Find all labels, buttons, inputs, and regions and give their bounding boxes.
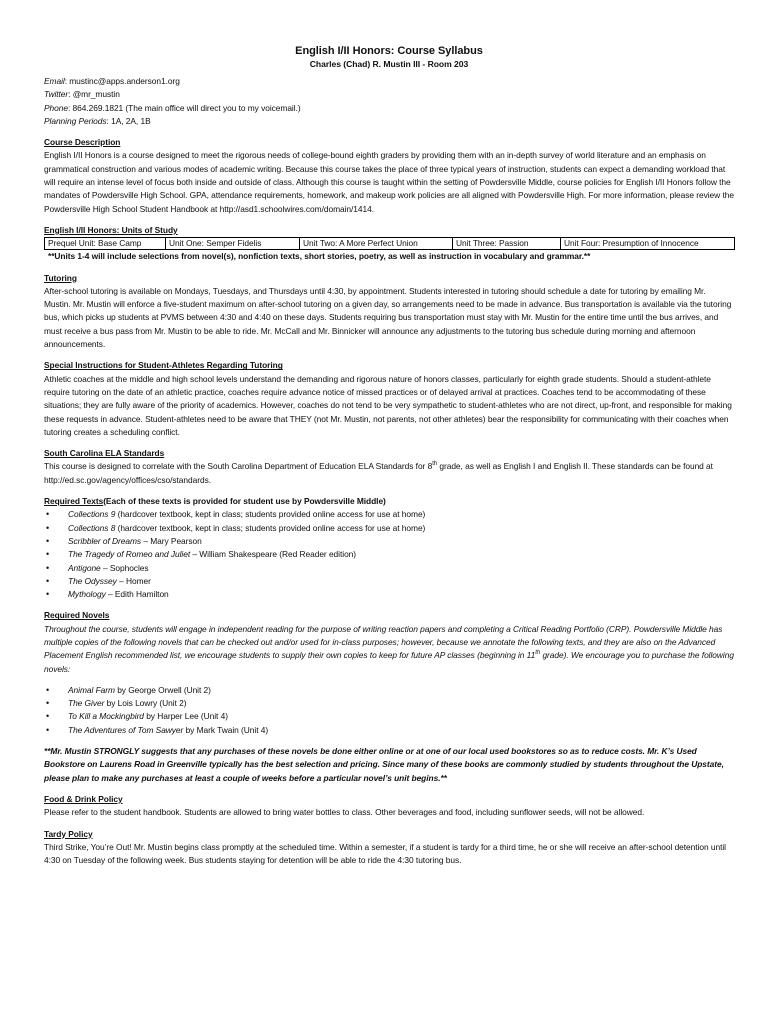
food-policy-text: Please refer to the student handbook. Students are allowed to bring water bottles to class. Other beverages and food, including sunflower seeds, will not be allowed. [44, 807, 645, 818]
standards-text-start: This course is designed to correlate with the South Carolina Department of Education ELA Standards for 8 [44, 461, 433, 472]
standards-heading: South Carolina ELA Standards [44, 448, 165, 459]
phone-label: Phone [44, 102, 68, 113]
list-item [44, 508, 734, 521]
text-detail: – William Shakespeare (Red Reader edition) [190, 549, 357, 560]
spacer [44, 676, 734, 684]
novels-intro-start: Throughout the course, students will engage in independent reading for the purpose of writing reaction papers and completing a Critical Reading Portfolio (CRP). Powdersville Middle has multiple copies of the following novels that can be checked out and/or used for in-class purposes; however, because we annotate the following texts, and they are also on the Advanced Placement English recommended list, we encourage students to supply their own copies to keep for future AP classes (beginning in 11 [44, 623, 723, 661]
unit-cell-four: Unit Four: Presumption of Innocence [561, 238, 735, 250]
required-novels-heading: Required Novels [44, 610, 110, 621]
athletes-text: Athletic coaches at the middle and high school levels understand the demanding and rigorous nature of honors classes, particularly for eighth grade students. Should a student-athlete require tutoring on the date of an athletic practice, coaches require advance notice of missed practices or of delayed arrival at practices. Coaches tend to be accommodating of these situations; they are fully aware of the priority of academics. However, coaches do not tend to be very sympathetic to student-athletes who are not direct, up-front, and responsible for making these requests in advance. Student-athletes need to be aware that THEY (not Mr. Mustin, not parents, not other athletes) bear the responsibility for communicating with their coaches when tutoring creates a scheduling conflict. [44, 373, 732, 437]
email-label: Email [44, 76, 65, 86]
tutoring-heading: Tutoring [44, 272, 77, 283]
text-detail: (hardcover textbook, kept in class; students provided online access for use at home) [115, 509, 426, 520]
twitter-label: Twitter [44, 89, 69, 100]
text-title: The Tragedy of Romeo and Juliet [68, 549, 191, 560]
contact-block [44, 75, 734, 128]
text-title: Scribbler of Dreams [68, 535, 142, 546]
novels-purchase-note: **Mr. Mustin STRONGLY suggests that any purchases of these novels be done either online or at one of our local used bookstores so as to reduce costs. Mr. K’s Used Bookstore on Laurens Road in Greenville typically has the best selection and pricing. Since many of these books are commonly studied by students throughout the Upstate, please plan to make any purchases at least a couple of weeks before a particular novel’s unit begins.** [44, 746, 724, 783]
list-item [44, 710, 734, 723]
instructor-line: Charles (Chad) R. Mustin III - Room 203 [309, 59, 469, 69]
required-novels-list [44, 684, 734, 737]
food-policy-heading: Food & Drink Policy [44, 793, 123, 804]
required-texts-note: (Each of these texts is provided for student use by Powdersville Middle) [103, 496, 386, 507]
list-item [44, 522, 734, 535]
list-item [44, 548, 734, 561]
athletes-heading: Special Instructions for Student-Athletes Regarding Tutoring [44, 360, 283, 371]
unit-cell-three: Unit Three: Passion [453, 238, 561, 250]
list-item [44, 575, 734, 588]
course-description-heading: Course Description [44, 137, 121, 148]
spacer [44, 737, 734, 745]
units-heading: English I/II Honors: Units of Study [44, 224, 178, 235]
list-item [44, 724, 734, 737]
twitter-line [44, 88, 734, 101]
list-item [44, 535, 734, 548]
list-item [44, 562, 734, 575]
planning-label: Planning Periods [44, 115, 107, 126]
email-line [44, 75, 734, 88]
phone-line [44, 102, 734, 115]
tardy-policy-heading: Tardy Policy [44, 828, 93, 839]
text-detail: – Mary Pearson [141, 535, 202, 546]
text-title: The Odyssey [68, 575, 117, 586]
text-detail: (hardcover textbook, kept in class; students provided online access for use at home) [115, 522, 426, 533]
course-description-text: English I/II Honors is a course designed to meet the rigorous needs of college-bound eighth graders by providing them with an in-depth survey of world literature and an emphasis on grammatical construction and various modes of academic writing. Because this course takes the place of three typical years of instruction, students can expect a demanding workload that will require an intense level of focus both inside and outside of class. Although this course is taught within the setting of Powdersville Middle, course policies for English I/II Honors follow the mandates of Powdersville High School. GPA, attendance requirements, homework, and makeup work policies are all aligned with Powdersville High. For more information, please review the Powdersville High School Student Handbook at http://asd1.schoolwires.com/domain/1414. [44, 150, 734, 214]
text-title: Collections 8 [68, 522, 116, 533]
text-detail: – Homer [116, 575, 151, 586]
twitter-value: : @mr_mustin [68, 89, 120, 100]
text-title: Collections 9 [68, 509, 116, 520]
novel-detail: by Harper Lee (Unit 4) [143, 711, 228, 722]
required-texts-list [44, 508, 734, 601]
list-item [44, 588, 734, 601]
page-title: English I/II Honors: Course Syllabus [295, 45, 483, 57]
novel-title: The Giver [68, 698, 105, 709]
unit-cell-one: Unit One: Semper Fidelis [166, 238, 300, 250]
units-note: **Units 1-4 will include selections from novel(s), nonfiction texts, short stories, poetry, as well as instruction in vocabulary and grammar.** [48, 251, 591, 262]
required-novels-intro [44, 623, 734, 676]
unit-cell-prequel: Prequel Unit: Base Camp [45, 238, 166, 250]
email-value: : mustinc@apps.anderson1.org [64, 76, 180, 86]
novel-detail: by Lois Lowry (Unit 2) [104, 698, 187, 709]
standards-ordinal: th [432, 461, 438, 468]
novels-intro-end: grade). We encourage you to purchase the following novels: [44, 650, 734, 674]
novel-detail: by Mark Twain (Unit 4) [183, 724, 269, 735]
novels-intro-ordinal: th [535, 650, 541, 657]
units-table [44, 237, 735, 250]
planning-line [44, 115, 734, 128]
tutoring-text: After-school tutoring is available on Mondays, Tuesdays, and Thursdays until 4:30, by appointment. Students interested in tutoring should schedule a date for tutoring by emailing Mr. Mustin. Mr. Mustin will enforce a five-student maximum on after-school tutoring on a given day, so arrangements need to be made in advance. Bus transportation is available via the tutoring bus, which picks up students at PVMS between 4:30 and 4:40 on these days. Students requiring bus transportation must stay with Mr. Mustin for the entire time until the bus arrives, and must receive a bus pass from Mr. Mustin to be able to ride. Mr. McCall and Mr. Binnicker will announce any adjustments to the tutoring bus schedule during morning and afternoon announcements. [44, 285, 732, 350]
unit-cell-two: Unit Two: A More Perfect Union [300, 238, 453, 250]
list-item [44, 697, 734, 710]
syllabus-page [44, 44, 734, 867]
units-row [45, 238, 735, 250]
phone-value: : 864.269.1821 (The main office will direct you to my voicemail.) [67, 102, 301, 113]
novel-title: The Adventures of Tom Sawyer [68, 724, 184, 735]
text-title: Antigone [68, 562, 101, 573]
novel-title: Animal Farm [68, 684, 115, 695]
novel-detail: by George Orwell (Unit 2) [114, 684, 211, 695]
novel-title: To Kill a Mockingbird [68, 711, 144, 722]
text-detail: – Edith Hamilton [105, 589, 169, 600]
text-title: Mythology [68, 589, 106, 600]
planning-value: : 1A, 2A, 1B [106, 115, 151, 126]
standards-text [44, 460, 734, 487]
list-item [44, 684, 734, 697]
tardy-policy-text: Third Strike, You’re Out! Mr. Mustin begins class promptly at the scheduled time. Within a semester, if a student is tardy for a third time, he or she will receive an after-school detention until 4:30 on Tuesday of the following week. Bus students staying for detention will be able to ride the 4:30 tutoring bus. [44, 841, 726, 866]
required-texts-title: Required Texts [44, 496, 104, 507]
text-detail: – Sophocles [100, 562, 149, 573]
standards-text-end: grade, as well as English I and English II. These standards can be found at http://ed.sc.gov/agency/offices/cso/standards. [44, 461, 713, 485]
required-texts-heading [44, 495, 734, 508]
